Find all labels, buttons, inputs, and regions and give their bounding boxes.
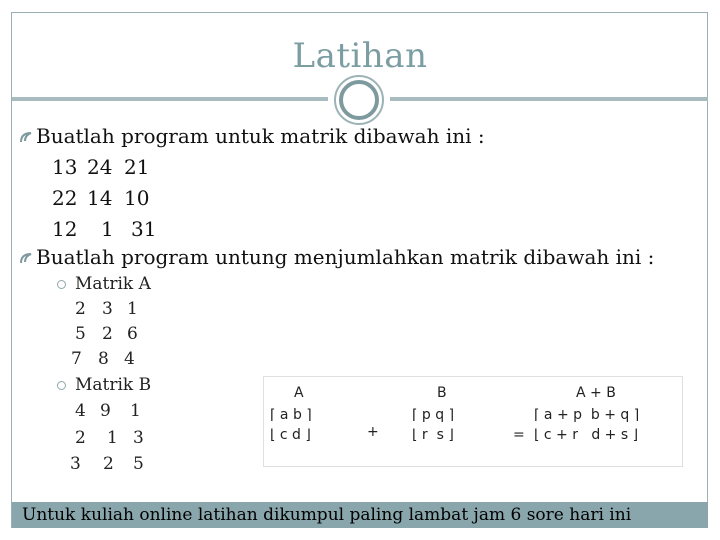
matrix-b-cell: 1 (130, 401, 141, 421)
matrix-a-cell: 5 (75, 324, 86, 344)
matrix-b-cell: 3 (133, 428, 144, 448)
figure-a-row: ⌈ a b ⌉ (270, 407, 312, 423)
figure-label-sum: A + B (576, 385, 616, 401)
matrix-a-label: Matrik A (75, 274, 151, 294)
bullet-text-1: Buatlah program untuk matrik dibawah ini : (36, 124, 485, 148)
matrix1-cell: 14 (87, 186, 113, 210)
matrix-b-cell: 3 (70, 454, 81, 474)
matrix1-cell: 24 (87, 155, 113, 179)
figure-label-b: B (437, 385, 447, 401)
matrix1-cell: 13 (52, 155, 78, 179)
matrix-b-cell: 9 (100, 401, 111, 421)
slide-title: Latihan (292, 36, 428, 76)
figure-a-row: ⌊ c d ⌋ (270, 427, 311, 443)
circle-bullet-icon (57, 381, 66, 390)
figure-b-row: ⌊ r s ⌋ (412, 427, 454, 443)
figure-sum-row: ⌊ c + r d + s ⌋ (534, 427, 639, 443)
matrix-a-cell: 6 (127, 324, 138, 344)
matrix-b-cell: 4 (75, 401, 86, 421)
figure-plus: + (367, 424, 379, 440)
swirl-bullet-icon (19, 251, 33, 265)
ring-ornament-icon (339, 80, 379, 120)
figure-label-a: A (294, 385, 304, 401)
matrix-b-label: Matrik B (75, 375, 152, 395)
matrix1-cell: 22 (52, 186, 78, 210)
matrix1-cell: 10 (124, 186, 150, 210)
matrix1-cell: 21 (124, 155, 150, 179)
matrix1-cell: 1 (101, 217, 114, 241)
matrix-a-cell: 3 (102, 299, 113, 319)
matrix-a-cell: 8 (98, 349, 109, 369)
figure-equals: = (513, 427, 525, 443)
matrix-a-cell: 1 (127, 299, 138, 319)
figure-b-row: ⌈ p q ⌉ (412, 407, 455, 423)
matrix-a-cell: 2 (102, 324, 113, 344)
swirl-bullet-icon (19, 130, 33, 144)
footer-text: Untuk kuliah online latihan dikumpul paling lambat jam 6 sore hari ini (22, 505, 632, 525)
matrix-b-cell: 1 (107, 428, 118, 448)
figure-sum-row: ⌈ a + p b + q ⌉ (534, 407, 640, 423)
matrix1-cell: 12 (52, 217, 78, 241)
matrix-b-cell: 2 (75, 428, 86, 448)
matrix-b-cell: 2 (103, 454, 114, 474)
bullet-text-2: Buatlah program untung menjumlahkan matrik dibawah ini : (36, 245, 655, 269)
matrix-a-cell: 2 (75, 299, 86, 319)
matrix1-cell: 31 (131, 217, 157, 241)
matrix-a-cell: 4 (124, 349, 135, 369)
matrix-b-cell: 5 (133, 454, 144, 474)
circle-bullet-icon (57, 280, 66, 289)
matrix-a-cell: 7 (71, 349, 82, 369)
